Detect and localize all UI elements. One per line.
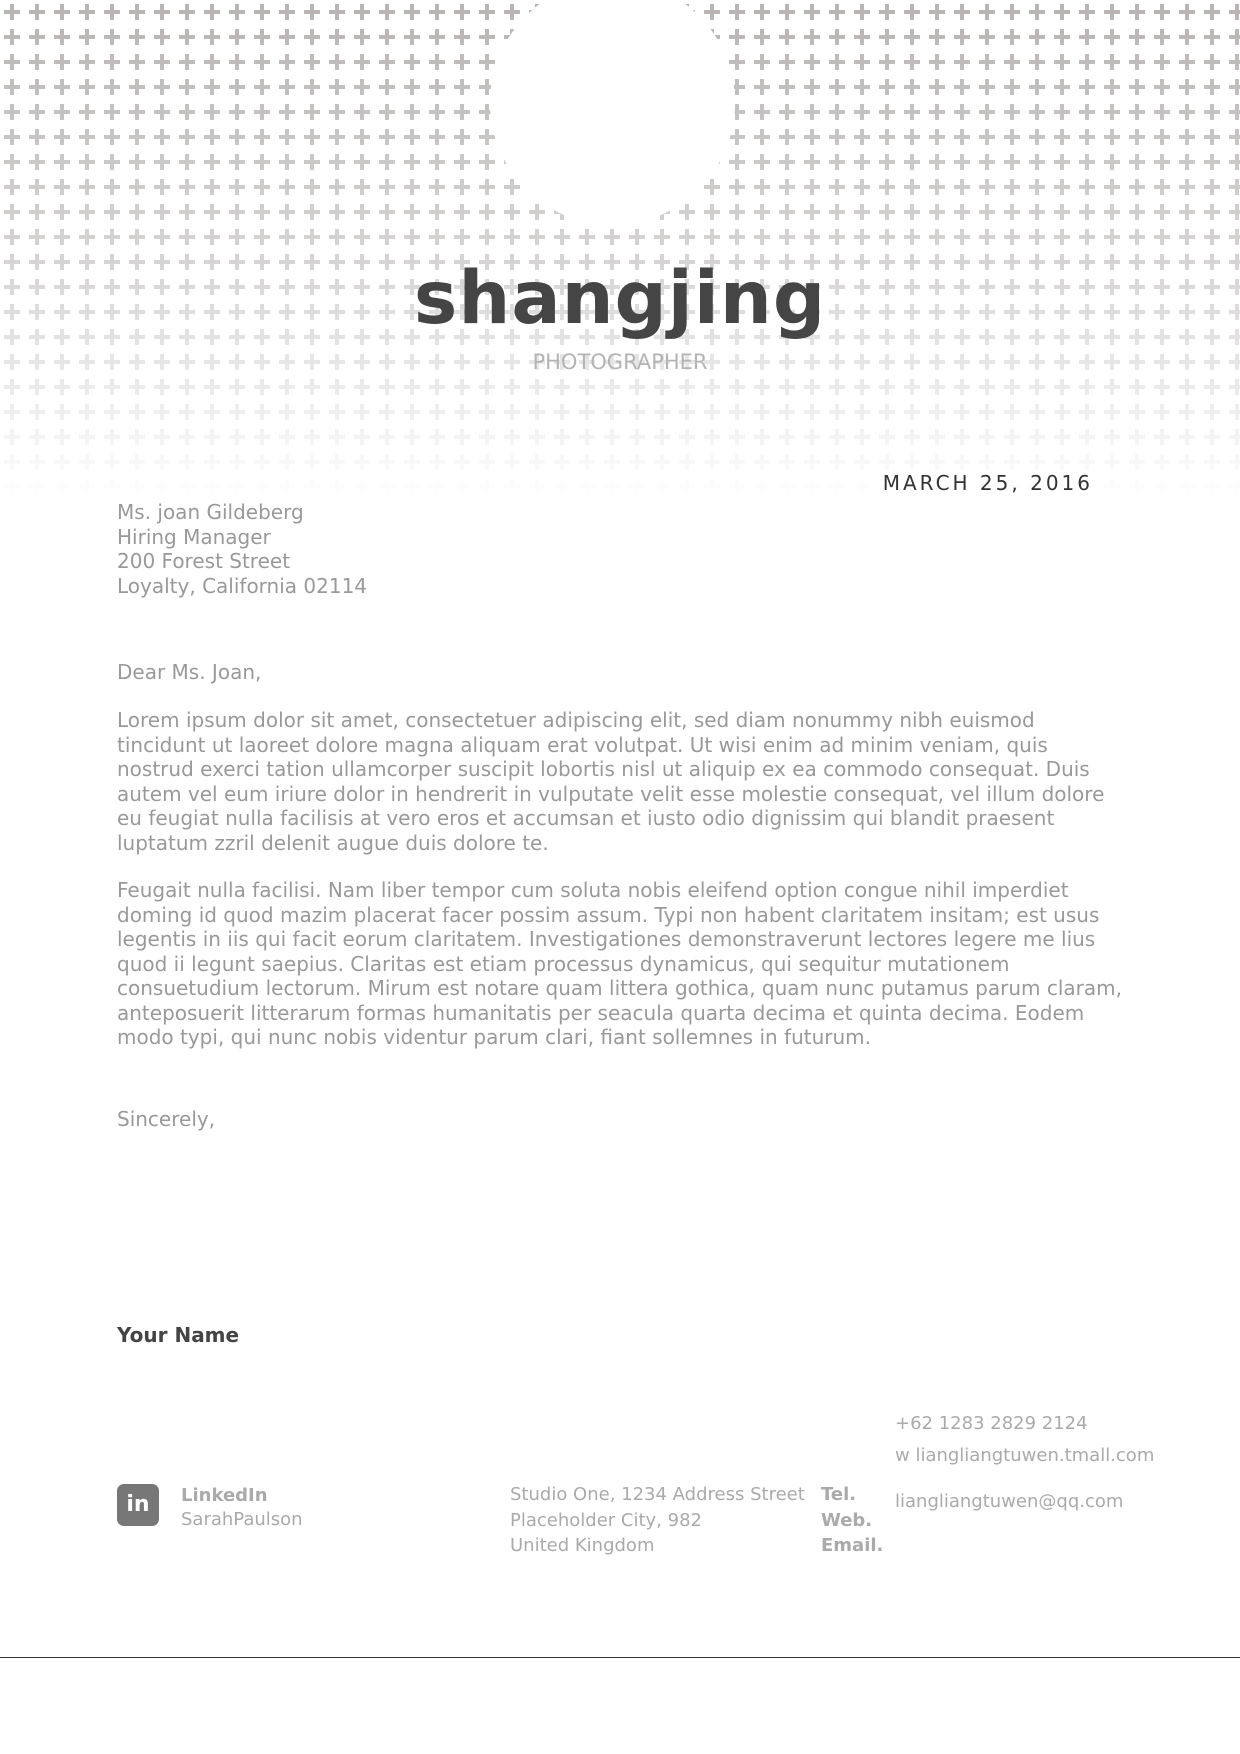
sender-title: PHOTOGRAPHER	[532, 350, 708, 374]
letter-closing: Sincerely,	[117, 1107, 216, 1131]
recipient-name: Ms. joan Gildeberg	[117, 500, 304, 524]
sender-name: shangjing	[413, 256, 827, 341]
email-address: liangliangtuwen@qq.com	[895, 1491, 1124, 1512]
recipient-address-block	[117, 500, 367, 598]
email-label: Email.	[821, 1535, 884, 1556]
body-paragraph: Feugait nulla facilisi. Nam liber tempor cum soluta nobis eleifend option congue nihil imperdiet doming id quod mazim placerat facer possim assum. Typi non habent claritatem insitam; est usus legentis in iis qui facit eorum claritatem. Investigationes demonstraverunt lectores legere me lius quod ii legunt saepius. Claritas est etiam processus dynamicus, qui sequitur mutationem consuetudium lectorum. Mirum est notare quam littera gothica, quam nunc putamus parum claram, anteposuerit litterarum formas humanitatis per seacula quarta decima et quinta decima. Eodem modo typi, qui nunc nobis videntur parum clari, fiant sollemnes in futurum.	[117, 878, 1122, 1049]
letter-greeting: Dear Ms. Joan,	[117, 660, 262, 684]
tel-label: Tel.	[821, 1484, 857, 1505]
address-line: Placeholder City, 982	[510, 1509, 702, 1531]
recipient-city: Loyalty, California 02114	[117, 573, 368, 598]
letter-date: MARCH 25, 2016	[882, 471, 1093, 495]
bottom-divider	[0, 1657, 1240, 1658]
signature-name: Your Name	[117, 1323, 240, 1347]
phone-number: +62 1283 2829 2124	[895, 1413, 1088, 1434]
footer-address	[510, 1482, 805, 1559]
body-paragraph: Lorem ipsum dolor sit amet, consectetuer adipiscing elit, sed diam nonummy nibh euismod tincidunt ut laoreet dolore magna aliquam erat volutpat. Ut wisi enim ad minim veniam, quis nostrud exerci tation ullamcorper suscipit lobortis nisl ut aliquip ex ea commodo consequat. Duis autem vel eum iriure dolor in hendrerit in vulputate velit esse molestie consequat, vel illum dolore eu feugiat nulla facilisis at vero eros et accumsan et iusto odio dignissim qui blandit praesent luptatum zzril delenit augue duis dolore te.	[117, 708, 1105, 855]
recipient-street: 200 Forest Street	[117, 549, 291, 573]
website: w liangliangtuwen.tmall.com	[895, 1445, 1155, 1466]
address-line: Studio One, 1234 Address Street	[510, 1484, 805, 1505]
linkedin-icon: in	[117, 1484, 159, 1526]
address-line: United Kingdom	[510, 1535, 655, 1556]
contact-labels	[821, 1482, 883, 1559]
linkedin-username: SarahPaulson	[181, 1509, 303, 1530]
linkedin-label: LinkedIn	[181, 1485, 268, 1506]
recipient-position: Hiring Manager	[117, 524, 271, 549]
web-label: Web.	[821, 1509, 873, 1531]
